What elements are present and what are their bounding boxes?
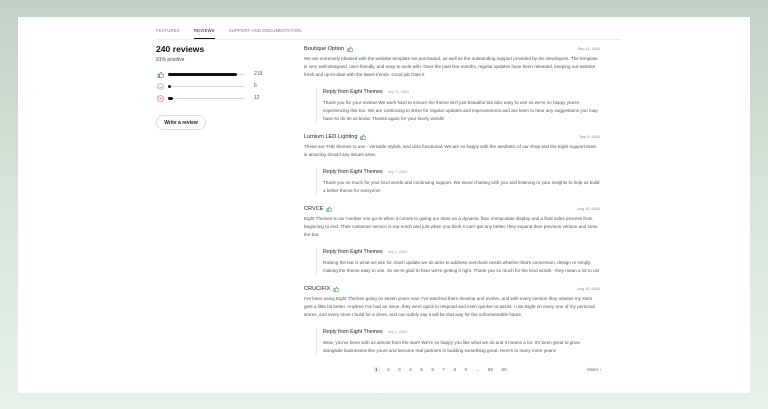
- reply-date: Sep 2, 2024: [387, 330, 408, 335]
- write-review-button[interactable]: Write a review: [156, 115, 206, 130]
- review-date: Aug 30, 2024: [577, 286, 600, 291]
- thumbs-down-icon: [156, 94, 164, 102]
- review-author: CRUCIFIX: [304, 285, 331, 292]
- review-list: [304, 44, 600, 364]
- reply-date: Sep 2, 2024: [387, 250, 408, 255]
- positive-count: 219: [254, 71, 263, 77]
- review-date: Sep 11, 2024: [577, 46, 600, 51]
- reply-date: Sep 11, 2024: [387, 90, 409, 95]
- negative-count: 12: [254, 95, 260, 101]
- merchant-reply: [316, 328, 600, 355]
- review-body: These are THE themes to use - versatile stylish, and ultra functional. We are so happy with the aesthetic of our shop and the Eight support team is amazing should any issues arise.: [304, 144, 597, 158]
- neutral-count: 6: [254, 83, 257, 89]
- review-body: We are extremely pleased with the website template we purchased, as well as the outstanding support provided by the developers. The template is very well-designed, user-friendly, and easy to work with. Over the past few months, regular updates have been released, keeping our website fresh and up-to-date with the latest trends. Good job Date it: [304, 56, 598, 78]
- tab-features[interactable]: FEATURES: [156, 28, 180, 33]
- reply-body: Thank you for your review! We work hard to ensure the theme isn't just beautiful but also easy to use so we're so happy you're experiencing this too. We are continuing to strive for regular updates and improvements and are keen to hear any suggestions you may have so do let us know. Thanks again for your lovely words!: [323, 99, 598, 122]
- page-9[interactable]: 9: [464, 367, 468, 372]
- thumbs-up-icon: [360, 134, 366, 140]
- review-summary: [156, 44, 282, 130]
- reply-body: Thank you so much for your kind words and continuing support. We loved chatting with you and listening to your insights to help us build a better theme for everyone!: [323, 179, 600, 193]
- neutral-bar-fill: [168, 85, 171, 88]
- neutral-icon: [156, 82, 164, 90]
- tab-reviews[interactable]: REVIEWS: [194, 28, 215, 39]
- merchant-reply: [316, 168, 600, 195]
- reply-title: Reply from Eight Themes: [323, 249, 383, 256]
- page-2[interactable]: 2: [387, 367, 390, 372]
- rating-row-neutral[interactable]: [156, 80, 282, 92]
- page-8[interactable]: 8: [453, 367, 456, 372]
- page-60[interactable]: 60: [501, 367, 507, 372]
- review-count: 240 reviews: [156, 44, 205, 54]
- thumbs-up-icon: [326, 206, 332, 212]
- page-7[interactable]: 7: [442, 367, 445, 372]
- reply-date: Sep 7, 2024: [387, 170, 408, 175]
- older-link[interactable]: Older ›: [586, 367, 601, 372]
- reviews-card: [18, 17, 750, 393]
- page-59[interactable]: 59: [487, 367, 494, 372]
- pagination: [373, 366, 601, 373]
- reply-body: Wow, you've been with us almost from the start! We're so happy you like what we do and it means a lot. It's been great to grow alongside businesses like yours and become real partners in building something great. Here's to many more years!: [323, 339, 580, 353]
- reply-body: Raising the bar is what we aim for. Each update we do aims to address merchant needs whether that's conversion, design or simply making the theme easy to use. So we're glad to hear we're getting it right. Thank you so much for the kind words - they mean a lot to us!: [323, 259, 600, 273]
- rating-row-negative[interactable]: [156, 92, 282, 104]
- review-date: Aug 30, 2024: [577, 206, 600, 211]
- positive-percentage: 91% positive: [156, 57, 185, 63]
- page-5[interactable]: 5: [420, 367, 423, 372]
- positive-bar-fill: [168, 73, 237, 76]
- review-item: [304, 132, 600, 195]
- review-date: Sep 5, 2024: [579, 134, 600, 139]
- reply-title: Reply from Eight Themes: [323, 89, 383, 96]
- reply-title: Reply from Eight Themes: [323, 169, 383, 176]
- page-1[interactable]: 1: [375, 367, 378, 372]
- review-item: [304, 44, 600, 123]
- review-body: I've been using Eight Themes going on seven years now. I've watched them develop and evolve, and with every version they release my store gets a little bit better. Anytime I've had an issue, they were quick to respond and even quicker to assist. I use Eight on every one of my personal stores, and every store I build for a client, and can safely say it will be that way for the unforeseeable future.: [304, 296, 595, 318]
- reply-title: Reply from Eight Themes: [323, 329, 383, 336]
- review-item: [304, 204, 600, 275]
- review-item: [304, 284, 600, 355]
- page-ellipsis: ...: [475, 367, 480, 372]
- tab-support-and-documentation[interactable]: SUPPORT AND DOCUMENTATION: [228, 28, 302, 33]
- page-4[interactable]: 4: [409, 367, 412, 372]
- thumbs-up-icon: [156, 70, 164, 78]
- merchant-reply: [316, 248, 600, 275]
- review-author: CRVCE: [304, 205, 324, 212]
- review-author: Lumium LED Lighting: [304, 133, 358, 140]
- rating-row-positive[interactable]: [156, 68, 282, 80]
- page-6[interactable]: 6: [431, 367, 434, 372]
- page-3[interactable]: 3: [398, 367, 401, 372]
- negative-bar-fill: [168, 97, 173, 100]
- merchant-reply: [316, 88, 600, 124]
- thumbs-up-icon: [347, 46, 353, 52]
- review-body: Eight Themes is our number one go-to when it comes to giving our store an a dynamic flow, immaculate display and a fluid sales process from beginning to end. Their customer service is top-notch and just when you think it can't get any better, they expand their previous version and raise the bar.: [304, 216, 598, 238]
- review-author: Boutique Option: [304, 45, 345, 52]
- tab-bar: [156, 28, 622, 40]
- thumbs-up-icon: [333, 286, 339, 292]
